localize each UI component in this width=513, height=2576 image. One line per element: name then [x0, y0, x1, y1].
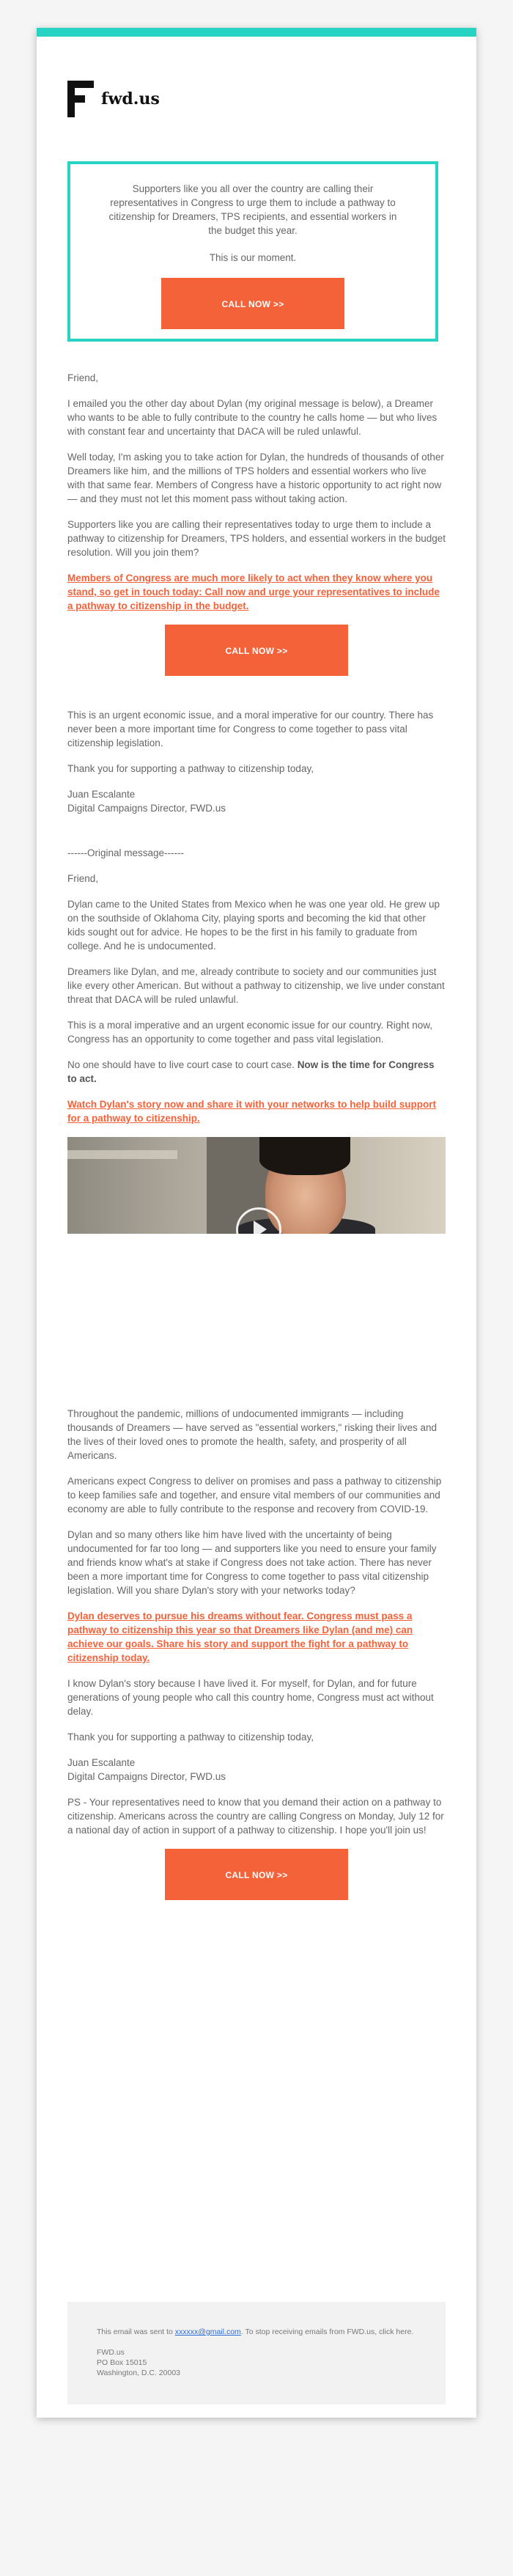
- call-callout-box: [67, 161, 438, 342]
- callout-moment: This is our moment.: [209, 252, 297, 263]
- mailing-address: [97, 2347, 416, 2378]
- brand-logo[interactable]: [67, 81, 160, 117]
- call-now-button-bottom[interactable]: CALL NOW >>: [165, 1849, 348, 1900]
- original-signer-name: Juan Escalante: [67, 1757, 136, 1768]
- body-paragraph-2: Well today, I'm asking you to take action for Dylan, the hundreds of thousands of other Dreamers like him, and the millions of TPS holders and essential workers who live with that same fear. Members of Congress have a historic opportunity to act right now — and they must not let this moment pass without taking action.: [67, 452, 444, 504]
- brand-name: fwd.us: [101, 89, 160, 108]
- recipient-email-link[interactable]: xxxxxx@gmail.com: [174, 2327, 241, 2336]
- po-box: PO Box 15015: [97, 2358, 147, 2367]
- org-name: FWD.us: [97, 2348, 125, 2357]
- act-now-bold: Now is the time for Congress to act.: [67, 1059, 435, 1084]
- email-body: [67, 371, 446, 1932]
- body-paragraph-4: This is an urgent economic issue, and a moral imperative for our country. There has never been a more important time for Congress to come together to pass vital citizenship legislation.: [67, 710, 434, 748]
- body-paragraph-5: Thank you for supporting a pathway to citizenship today,: [67, 763, 314, 774]
- postscript: PS - Your representatives need to know that you demand their action on a pathway to citizenship. Americans across the country are calling Congress on Monday, July 12 for a national day of action in support of a pathway to citizenship. I hope you'll join us!: [67, 1797, 444, 1836]
- callout-text: Supporters like you all over the country are calling their representatives in Congress to urge them to include a pathway to citizenship for Dreamers, TPS recipients, and essential workers in the budget this year.: [108, 183, 397, 236]
- signer-name: Juan Escalante: [67, 789, 136, 800]
- original-paragraph-8: I know Dylan's story because I have lived it. For myself, for Dylan, and for future generations of young people who call this country home, Congress must act without delay.: [67, 1678, 434, 1717]
- body-paragraph-3: Supporters like you are calling their representatives today to urge them to include a pathway to citizenship for Dreamers, TPS holders, and essential workers in the budget resolution. Will you join them?: [67, 519, 446, 558]
- fwd-logo-icon: [67, 81, 94, 117]
- city-zip: Washington, D.C. 20003: [97, 2369, 181, 2377]
- original-paragraph-6: Americans expect Congress to deliver on promises and pass a pathway to citizenship to keep families safe and together, and ensure vital members of our communities and economy are able to fully contribute to the response and recovery from COVID-19.: [67, 1476, 442, 1515]
- original-paragraph-3: This is a moral imperative and an urgent economic issue for our country. Right now, Congress has an opportunity to come together and pass vital legislation.: [67, 1020, 432, 1045]
- original-message-divider: ------Original message------: [67, 847, 184, 858]
- call-now-button-top[interactable]: CALL NOW >>: [161, 278, 344, 329]
- court-case-text: No one should have to live court case to court case.: [67, 1059, 298, 1070]
- dylan-video-thumbnail[interactable]: [67, 1137, 446, 1234]
- call-congress-link[interactable]: Members of Congress are much more likely to act when they know where you stand, so get in touch today: Call now and urge your representatives to include a pathway to citizenship in the budget.: [67, 573, 440, 611]
- original-paragraph-7: Dylan and so many others like him have lived with the uncertainty of being undocumented for far too long — and supporters like you need to ensure your family and friends know what's at stake if Congress does not take action. There has never been a more important time for Congress to come together to pass vital citizenship legislation. Will you share Dylan's story with your networks today?: [67, 1529, 437, 1596]
- unsubscribe-notice: [97, 2327, 416, 2337]
- original-paragraph-9: Thank you for supporting a pathway to citizenship today,: [67, 1732, 314, 1743]
- unsubscribe-text[interactable]: . To stop receiving emails from FWD.us, click here.: [240, 2327, 414, 2336]
- sent-prefix: This email was sent to: [97, 2327, 175, 2336]
- accent-bar: [37, 28, 476, 37]
- call-now-button-middle[interactable]: CALL NOW >>: [165, 625, 348, 676]
- greeting: Friend,: [67, 372, 99, 383]
- original-paragraph-2: Dreamers like Dylan, and me, already contribute to society and our communities just like every other American. But without a pathway to citizenship, we live under constant threat that DACA will be ruled unlawful.: [67, 966, 445, 1005]
- watch-story-link[interactable]: Watch Dylan's story now and share it with your networks to help build support for a pathway to citizenship.: [67, 1099, 437, 1124]
- email-footer: [67, 2302, 446, 2404]
- original-signature: [67, 1756, 446, 1784]
- signature: [67, 787, 446, 815]
- signer-title: Digital Campaigns Director, FWD.us: [67, 803, 226, 814]
- share-story-link[interactable]: Dylan deserves to pursue his dreams without fear. Congress must pass a pathway to citizenship this year so that Dreamers like Dylan (and me) can achieve our goals. Share his story and support the fight for a pathway to citizenship today.: [67, 1611, 413, 1663]
- email-card: [37, 28, 476, 2418]
- original-signer-title: Digital Campaigns Director, FWD.us: [67, 1771, 226, 1782]
- original-paragraph-4: [67, 1058, 446, 1086]
- body-paragraph-1: I emailed you the other day about Dylan (my original message is below), a Dreamer who wants to be able to fully contribute to the country he calls home — but who lives with constant fear and uncertainty that DACA will be ruled unlawful.: [67, 398, 438, 437]
- original-greeting: Friend,: [67, 873, 99, 884]
- original-paragraph-5: Throughout the pandemic, millions of undocumented immigrants — including thousands of Dreamers — have served as "essential workers," risking their lives and the lives of their loved ones to promote the health, safety, and prosperity of all Americans.: [67, 1408, 438, 1461]
- original-paragraph-1: Dylan came to the United States from Mexico when he was one year old. He grew up on the southside of Oklahoma City, playing sports and becoming the kid that other kids sought out for advice. He hopes to be the first in his family to graduate from college. And he is undocumented.: [67, 899, 440, 952]
